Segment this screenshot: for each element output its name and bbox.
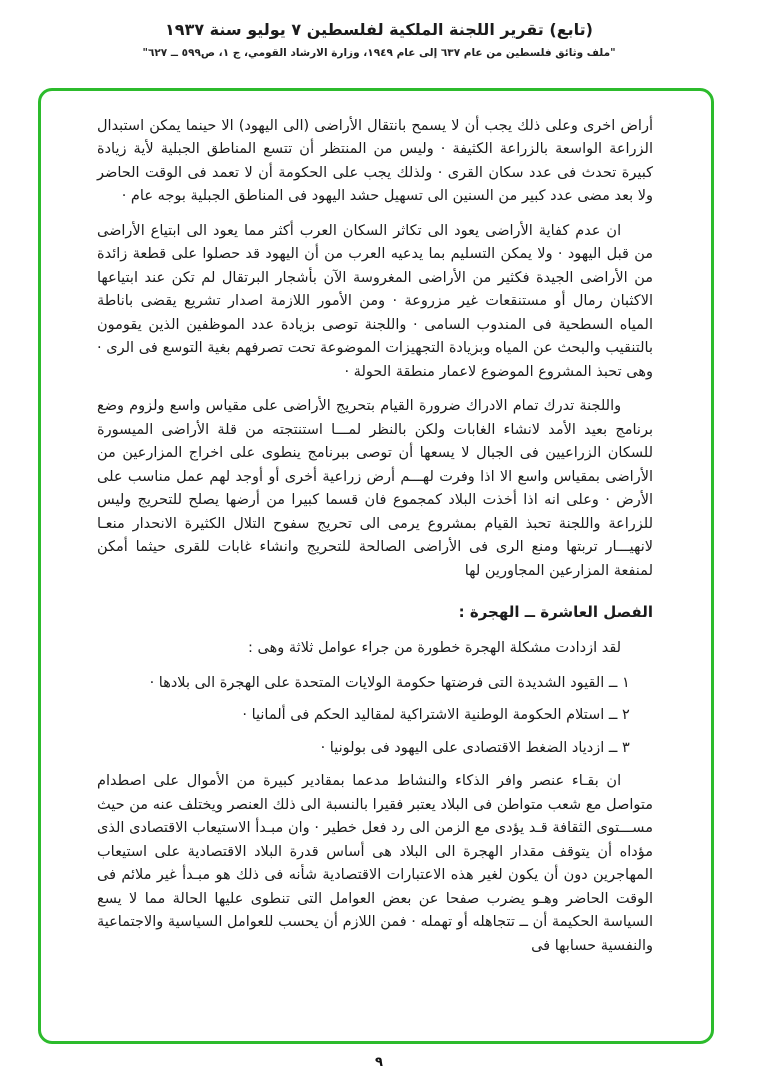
page-number: ٩ bbox=[375, 1055, 383, 1070]
page-header bbox=[0, 0, 758, 59]
list-item: ١ ــ القيود الشديدة التى فرضتها حكومة الولايات المتحدة على الهجرة الى بلادها · bbox=[149, 674, 630, 691]
list-item: ٣ ــ ازدياد الضغط الاقتصادى على اليهود فى بولونيا · bbox=[320, 739, 630, 756]
migration-factors-list bbox=[97, 672, 653, 760]
document-title: (تابع) تقرير اللجنة الملكية لفلسطين ٧ يوليو سنة ١٩٣٧ bbox=[165, 20, 593, 39]
paragraph-economic-absorption: ان بقـاء عنصر وافر الذكاء والنشاط مدعما بمقادير كبيرة من الأموال على اصطدام متواصل مع شعب متواطن فى البلاد يعتبر فقيرا بالنسبة الى ذلك العنصر ويختلف عنه من حيث مســـتوى الثقافة قـد يؤدى مع الزمن الى رد فعل خطير · وان مبـدأ الاستيعاب الاقتصادى الذى مؤداه أن يتوقف مقدار الهجرة الى البلاد هى أساس قدرة البلاد الاقتصادية على استيعاب المهاجرين دون أن يكون لغير هذه الاعتبارات الاقتصادية شأنه فى ذلك هو مبـدأ غير ملائم فى الوقت الحاضر وهـو يضرب صفحا عن بعض العوامل التى تنطوى عليها الحالة مما لا يسع السياسة الحكيمة أن ــ تتجاهله أو تهمله · فمن اللازم أن يحسب للعوامل السياسية والاجتماعية والنفسية حسابها فى bbox=[97, 773, 653, 954]
document-body bbox=[97, 115, 653, 958]
paragraph-afforestation: واللجنة تدرك تمام الادراك ضرورة القيام بتحريج الأراضى على مقياس واسع ولزوم وضع برنامج بعيد الأمد لانشاء الغابات ولكن بالنظر لمـــا استنتجته من قلة الأراضى الميسورة للسكان الزراعيين فى الجبال لا يسعها أن توصى ببرنامج ينطوى على اخراج المزارعين من الأراضى بمقياس واسع الا اذا وفرت لهـــم أرض زراعية أخرى أو أوجد لهم عمل مناسب على الأرض · وعلى انه اذا أخذت البلاد كمجموع فان قسما كبيرا من أرضها يصلح للتحريج وليس للزراعة واللجنة تحبذ القيام بمشروع يرمى الى تحريج سفوح التلال الكثيرة الانحدار منعـا لانهيـــار تربتها ومنع الرى فى الأراضى الصالحة للتحريج وانشاء غابات للقرى حيثما أمكن لمنفعة المزارعين المجاورين لها bbox=[97, 398, 653, 579]
list-item: ٢ ــ استلام الحكومة الوطنية الاشتراكية لمقاليد الحكم فى ألمانيا · bbox=[242, 707, 630, 724]
paragraph-migration-intro: لقد ازدادت مشكلة الهجرة خطورة من جراء عوامل ثلاثة وهى : bbox=[248, 640, 622, 657]
document-source-line: "ملف وثائق فلسطين من عام ٦٣٧ إلى عام ١٩٤٩، وزارة الارشاد القومي، ج ١، ص٥٩٩ ــ ٦٢٧" bbox=[142, 47, 616, 59]
paragraph-continuation: أراض اخرى وعلى ذلك يجب أن لا يسمح بانتقال الأراضى (الى اليهود) الا حينما يمكن استبدال الزراعة الواسعة بالزراعة الكثيفة · وليس من المنتظر أن تتسع المناطق الجبلية لأية زيادة كبيرة تحدث فى عدد سكان القرى · ولذلك يجب على الحكومة أن لا تعمد فى الوقت الحاضر ولا بعد مضى عدد كبير من السنين الى تسهيل حشد اليهود فى المناطق الجبلية بوجه عام · bbox=[97, 118, 653, 205]
paragraph-land-sufficiency: ان عدم كفاية الأراضى يعود الى تكاثر السكان العرب أكثر مما يعود الى ابتياع الأراضى من قبل اليهود · ولا يمكن التسليم بما يدعيه العرب من أن اليهود قد حصلوا على قطعة زائدة من الأراضى الجيدة فكثير من الأراضى المغروسة الآن بأشجار البرتقال لم تكن عند ابتياعها الاكثبان رمال أو مستنقعات غير مزروعة · ومن الأمور اللازمة اصدار تشريع يقضى باناطة المياه السطحية فى المندوب السامى · واللجنة توصى بزيادة عدد الموظفين الذين يقومون بالتنقيب والبحث عن المياه وبزيادة التجهيزات الموضوعة تحت تصرفهم بغية التوسع فى الرى · وهى تحبذ المشروع الموضوع لاعمار منطقة الحولة · bbox=[97, 222, 653, 380]
green-content-frame bbox=[38, 88, 714, 1044]
section-heading-migration: الفصل العاشرة ــ الهجرة : bbox=[458, 603, 653, 622]
